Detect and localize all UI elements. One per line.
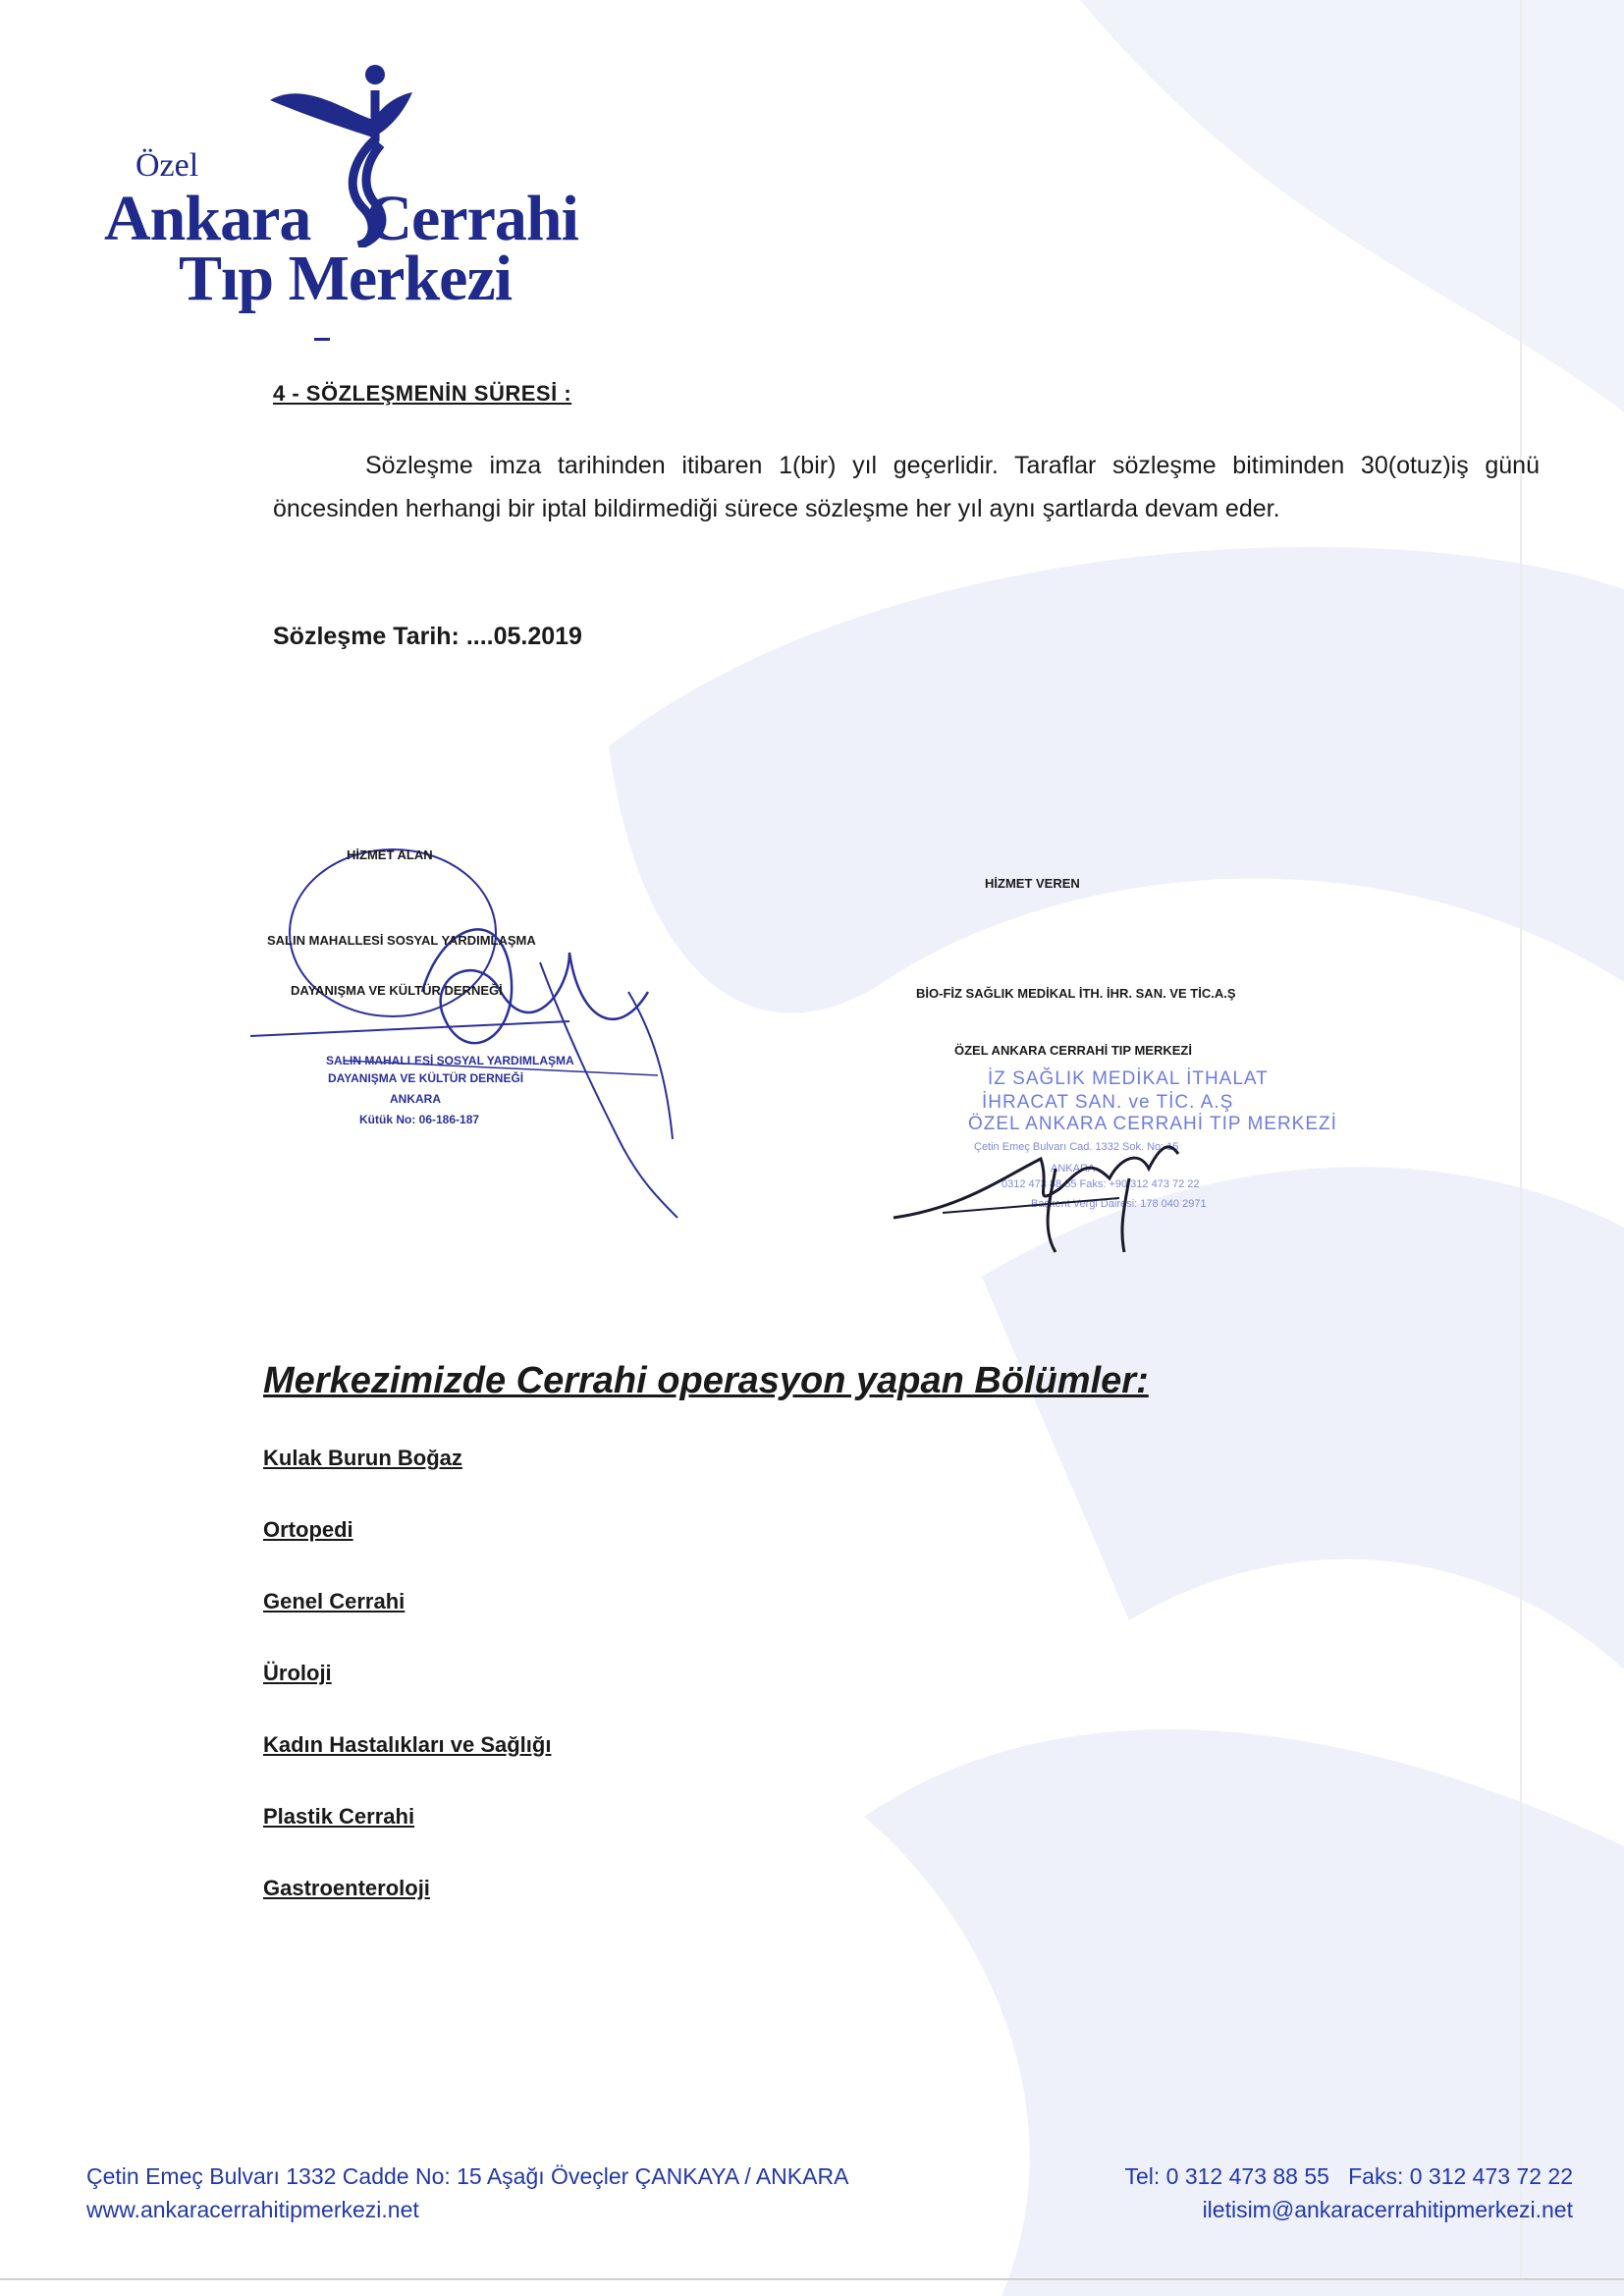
right-stamp-line: ANKARA — [1051, 1163, 1096, 1175]
department-item: Gastroenteroloji — [263, 1876, 430, 1900]
left-signature-graphic — [245, 845, 697, 1228]
department-item: Plastik Cerrahi — [263, 1804, 415, 1829]
contract-date: Sözleşme Tarih: ....05.2019 — [273, 623, 582, 650]
logo-ankara-text: Ankara — [104, 183, 311, 254]
department-item: Kulak Burun Boğaz — [263, 1446, 462, 1470]
section-body — [273, 444, 1540, 530]
department-item: Genel Cerrahi — [263, 1589, 406, 1613]
left-stamp-line: Kütük No: 06-186-187 — [359, 1113, 480, 1126]
left-signer-role: HİZMET ALAN — [347, 847, 433, 862]
right-stamp-line: İHRACAT SAN. ve TİC. A.Ş — [982, 1092, 1234, 1113]
right-stamp-line: Başkent Vergi Dairesi: 178 040 2971 — [1031, 1198, 1207, 1210]
right-signature-graphic — [884, 1120, 1276, 1257]
bottom-edge-line — [0, 2278, 1624, 2280]
right-signer-company: BİO-FİZ SAĞLIK MEDİKAL İTH. İHR. SAN. VE TİC.A.Ş — [916, 986, 1236, 1001]
page-edge-line — [1520, 0, 1522, 2278]
left-stamp-line: DAYANIŞMA VE KÜLTÜR DERNEĞİ — [328, 1071, 524, 1085]
logo-dash — [314, 338, 330, 341]
footer-email: iletisim@ankaracerrahitipmerkezi.net — [1202, 2197, 1573, 2222]
logo-cerrahi-text: Cerrahi — [365, 183, 578, 254]
footer-phone-fax: Tel: 0 312 473 88 55 Faks: 0 312 473 72 22 — [1124, 2163, 1573, 2189]
left-signer-org-line2: DAYANIŞMA VE KÜLTÜR DERNEĞİ — [291, 983, 503, 998]
right-stamp-line: ÖZEL ANKARA CERRAHİ TIP MERKEZİ — [968, 1114, 1337, 1134]
right-stamp-line: İZ SAĞLIK MEDİKAL İTHALAT — [988, 1068, 1269, 1089]
right-stamp-line: 0312 473 88 55 Faks: +90 312 473 72 22 — [1001, 1178, 1200, 1190]
logo-ozel-text: Özel — [135, 147, 199, 184]
left-stamp-line: ANKARA — [390, 1092, 441, 1106]
department-item: Kadın Hastalıkları ve Sağlığı — [263, 1732, 552, 1757]
section-heading: 4 - SÖZLEŞMENİN SÜRESİ : — [273, 381, 572, 406]
departments-heading: Merkezimizde Cerrahi operasyon yapan Bölümler: — [263, 1360, 1149, 1401]
footer-website: www.ankaracerrahitipmerkezi.net — [86, 2197, 419, 2222]
footer-address: Çetin Emeç Bulvarı 1332 Cadde No: 15 Aşağı Öveçler ÇANKAYA / ANKARA — [86, 2163, 849, 2189]
department-item: Ortopedi — [263, 1517, 353, 1542]
departments-list — [263, 1446, 551, 1947]
logo-title-line2: Tıp Merkezi — [179, 243, 513, 314]
right-signer-role: HİZMET VEREN — [985, 876, 1080, 891]
section-paragraph: Sözleşme imza tarihinden itibaren 1(bir) yıl geçerlidir. Taraflar sözleşme bitiminden 30(otuz)iş günü öncesinden herhangi bir iptal bildirmediği sürece sözleşme her yıl aynı şartlarda devam eder. — [273, 452, 1540, 522]
department-item: Üroloji — [263, 1661, 332, 1685]
left-signer-org-line1: SALIN MAHALLESİ SOSYAL YARDIMLAŞMA — [267, 933, 536, 948]
right-signer-center: ÖZEL ANKARA CERRAHİ TIP MERKEZİ — [954, 1043, 1192, 1058]
left-stamp-line: SALIN MAHALLESİ SOSYAL YARDIMLAŞMA — [326, 1054, 574, 1067]
right-stamp-line: Çetin Emeç Bulvarı Cad. 1332 Sok. No: 15 — [974, 1141, 1179, 1153]
